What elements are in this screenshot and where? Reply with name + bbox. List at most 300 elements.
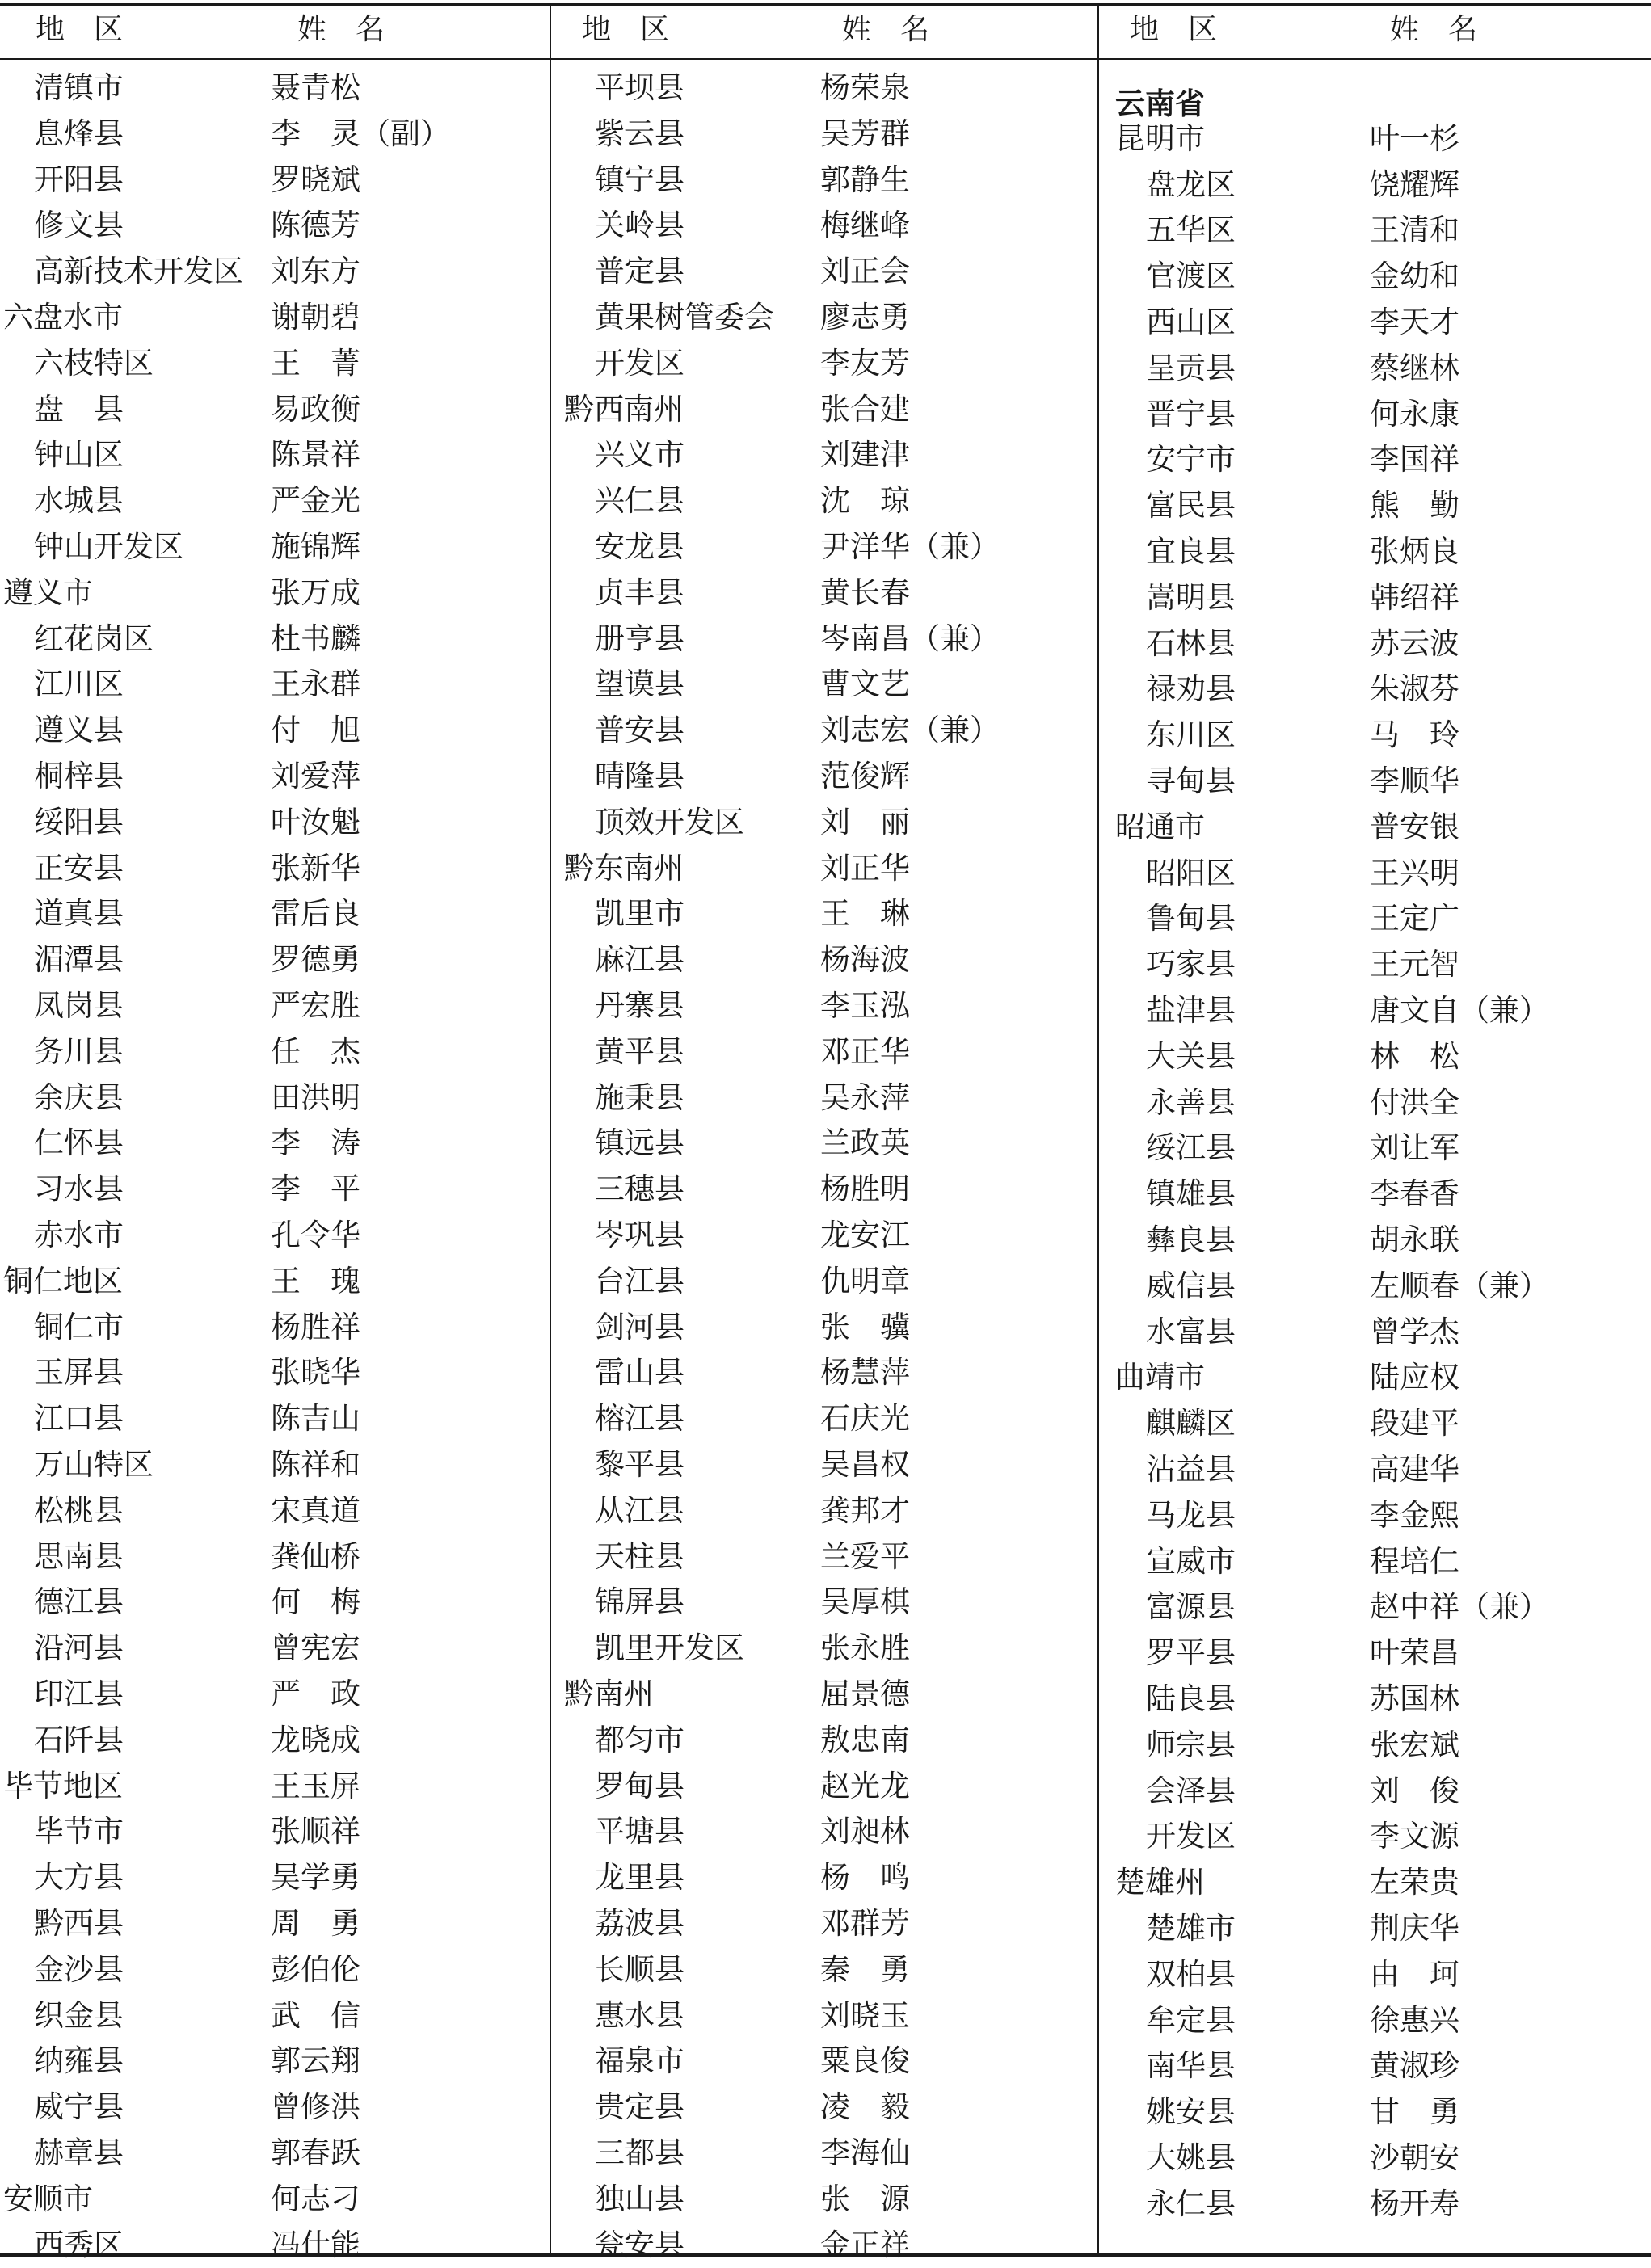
table-row: [1099, 574, 1649, 621]
table-row: [1099, 436, 1649, 482]
table-row: [1099, 1813, 1649, 1859]
region-cell: 石林县: [1146, 625, 1236, 661]
region-cell: 大方县: [34, 1860, 124, 1896]
region-cell: 毕节市: [34, 1814, 124, 1849]
name-cell: 邓群芳: [820, 1906, 910, 1941]
region-cell: 凤岗县: [34, 988, 124, 1023]
table-row: [1099, 850, 1649, 896]
table-row: [0, 1579, 550, 1625]
table-row: [1099, 758, 1649, 804]
name-cell: 金正祥: [820, 2227, 910, 2262]
name-cell: 王永群: [271, 667, 360, 702]
region-cell: 镇远县: [595, 1126, 684, 1161]
city-row: [550, 386, 1099, 432]
table-row: [0, 1212, 550, 1258]
region-cell: 昭通市: [1115, 809, 1205, 844]
table-row: [0, 1166, 550, 1212]
region-cell: 楚雄市: [1146, 1911, 1236, 1946]
table-row: [550, 524, 1099, 570]
table-row: [550, 2176, 1099, 2222]
table-row: [550, 1166, 1099, 1212]
region-cell: 普安县: [595, 713, 684, 748]
region-cell: 嵩明县: [1146, 579, 1236, 615]
name-cell: 杨海波: [820, 942, 910, 978]
name-cell: 张永胜: [820, 1631, 910, 1666]
region-cell: 金沙县: [34, 1951, 124, 1987]
region-cell: 富源县: [1146, 1589, 1236, 1625]
table-row: [550, 2222, 1099, 2268]
region-cell: 桐梓县: [34, 759, 124, 793]
name-cell: 陈景祥: [271, 437, 360, 473]
table-row: [1099, 1446, 1649, 1492]
table-row: [0, 248, 550, 294]
region-cell: 黔南州: [564, 1677, 654, 1711]
name-cell: 高建华: [1370, 1452, 1459, 1487]
name-cell: 沙朝安: [1370, 2140, 1459, 2175]
region-cell: 大关县: [1146, 1038, 1236, 1074]
table-row: [0, 111, 550, 157]
region-cell: 余庆县: [34, 1079, 124, 1115]
name-cell: 左顺春（兼）: [1370, 1268, 1549, 1303]
name-cell: 李玉泓: [820, 988, 910, 1023]
table-row: [1099, 207, 1649, 253]
region-cell: 修文县: [34, 208, 124, 243]
name-cell: 赵光龙: [820, 1768, 910, 1803]
table-row: [550, 340, 1099, 386]
table-row: [1099, 2181, 1649, 2227]
name-cell: 苏云波: [1370, 625, 1459, 661]
table-row: [550, 157, 1099, 203]
region-cell: 镇宁县: [595, 162, 684, 197]
region-cell: 务川县: [34, 1033, 124, 1069]
name-cell: 张 源: [820, 2181, 910, 2216]
region-cell: 禄劝县: [1146, 671, 1236, 707]
table-row: [550, 890, 1099, 936]
header-region: 地 区: [582, 13, 670, 46]
name-cell: 范俊辉: [820, 759, 910, 793]
region-cell: 三都县: [595, 2135, 684, 2170]
region-cell: 平坝县: [595, 70, 684, 105]
name-cell: 邓正华: [820, 1033, 910, 1069]
table-row: [0, 890, 550, 936]
table-row: [550, 983, 1099, 1029]
region-cell: 姚安县: [1146, 2094, 1236, 2130]
table-row: [0, 2130, 550, 2176]
city-row: [0, 1258, 550, 1304]
table-row: [1099, 1768, 1649, 1814]
region-cell: 黄平县: [595, 1033, 684, 1069]
name-cell: 凌 毅: [820, 2089, 910, 2125]
name-cell: 李国祥: [1370, 442, 1459, 478]
name-cell: 王兴明: [1370, 855, 1459, 890]
name-cell: 李友芳: [820, 345, 910, 381]
region-cell: 习水县: [34, 1172, 124, 1207]
region-cell: 遵义县: [34, 713, 124, 748]
name-cell: 林 松: [1370, 1038, 1459, 1074]
region-cell: 红花岗区: [34, 621, 154, 656]
table-row: [1099, 2135, 1649, 2181]
table-row: [1099, 2043, 1649, 2089]
region-cell: 万山特区: [34, 1447, 154, 1482]
name-cell: 尹洋华（兼）: [820, 529, 1000, 564]
name-cell: 张炳良: [1370, 534, 1459, 569]
name-cell: 龙安江: [820, 1218, 910, 1252]
table-row: [0, 1441, 550, 1487]
name-cell: 左荣贵: [1370, 1865, 1459, 1900]
table-row: [550, 707, 1099, 753]
region-cell: 盘龙区: [1146, 166, 1236, 202]
name-cell: 刘昶林: [820, 1814, 910, 1849]
name-cell: 张新华: [271, 850, 360, 886]
table-row: [0, 202, 550, 248]
table-row: [0, 799, 550, 845]
name-cell: 杨 鸣: [820, 1860, 910, 1896]
region-cell: 麻江县: [595, 942, 684, 978]
region-cell: 开发区: [595, 345, 684, 381]
city-row: [0, 570, 550, 616]
region-cell: 长顺县: [595, 1951, 684, 1987]
table-row: [0, 524, 550, 570]
city-row: [1099, 1354, 1649, 1400]
name-cell: 程培仁: [1370, 1543, 1459, 1579]
region-cell: 湄潭县: [34, 942, 124, 978]
region-cell: 都匀市: [595, 1722, 684, 1757]
table-row: [550, 2084, 1099, 2130]
region-cell: 丹寨县: [595, 988, 684, 1023]
region-cell: 官渡区: [1146, 259, 1236, 294]
name-cell: 叶一杉: [1370, 120, 1459, 156]
name-cell: 梅继峰: [820, 208, 910, 243]
name-cell: 施锦辉: [271, 529, 360, 564]
table-row: [0, 65, 550, 111]
table-row: [550, 661, 1099, 707]
name-cell: 普安银: [1370, 809, 1459, 844]
name-cell: 田洪明: [271, 1079, 360, 1115]
region-cell: 东川区: [1146, 717, 1236, 753]
region-cell: 思南县: [34, 1538, 124, 1574]
name-cell: 仇明章: [820, 1263, 910, 1298]
region-cell: 凯里开发区: [595, 1631, 744, 1666]
name-cell: 苏国林: [1370, 1681, 1459, 1716]
table-row: [1099, 1400, 1649, 1446]
region-cell: 遵义市: [3, 574, 93, 610]
table-row: [1099, 1951, 1649, 1997]
table-row: [550, 753, 1099, 799]
region-cell: 贵定县: [595, 2089, 684, 2125]
table-row: [1099, 1997, 1649, 2043]
region-cell: 凯里市: [595, 896, 684, 932]
table-row: [0, 1029, 550, 1075]
name-cell: 廖志勇: [820, 300, 910, 335]
table-row: [0, 1671, 550, 1717]
table-row: [0, 340, 550, 386]
city-row: [1099, 1859, 1649, 1905]
table-row: [0, 1900, 550, 1946]
name-cell: 谢朝碧: [271, 300, 360, 335]
region-cell: 台江县: [595, 1263, 684, 1298]
name-cell: 吴学勇: [271, 1860, 360, 1896]
name-cell: 聂青松: [271, 70, 360, 105]
region-cell: 石阡县: [34, 1722, 124, 1757]
name-cell: 杨胜明: [820, 1172, 910, 1207]
region-cell: 铜仁市: [34, 1309, 124, 1344]
table-row: [0, 1534, 550, 1580]
table-row: [1099, 528, 1649, 574]
region-cell: 龙里县: [595, 1860, 684, 1896]
table-row: [550, 570, 1099, 616]
name-cell: 粟良俊: [820, 2043, 910, 2079]
region-cell: 独山县: [595, 2181, 684, 2216]
region-cell: 寻甸县: [1146, 764, 1236, 798]
name-cell: 易政衡: [271, 391, 360, 427]
name-cell: 石庆光: [820, 1401, 910, 1437]
region-cell: 天柱县: [595, 1538, 684, 1574]
name-cell: 张宏斌: [1370, 1727, 1459, 1762]
table-row: [550, 1487, 1099, 1534]
name-cell: 韩绍祥: [1370, 579, 1459, 615]
region-cell: 南华县: [1146, 2048, 1236, 2084]
table-row: [0, 845, 550, 891]
region-cell: 荔波县: [595, 1906, 684, 1941]
table-row: [0, 1717, 550, 1763]
region-cell: 五华区: [1146, 212, 1236, 248]
name-cell: 付洪全: [1370, 1084, 1459, 1120]
table-row: [1099, 1584, 1649, 1630]
name-cell: 屈景德: [820, 1677, 910, 1711]
region-cell: 麒麟区: [1146, 1406, 1236, 1441]
region-cell: 六枝特区: [34, 345, 154, 381]
header-name: 姓 名: [842, 13, 930, 46]
table-row: [1099, 1722, 1649, 1768]
name-cell: 叶汝魁: [271, 804, 360, 839]
region-cell: 赫章县: [34, 2135, 124, 2170]
name-cell: 龚仙桥: [271, 1538, 360, 1574]
name-cell: 曹文艺: [820, 667, 910, 702]
region-cell: 水城县: [34, 483, 124, 519]
table-row: [1099, 1309, 1649, 1355]
region-cell: 黔西南州: [564, 391, 684, 427]
table-row: [0, 936, 550, 983]
name-cell: 吴厚棋: [820, 1584, 910, 1620]
table-row: [1099, 895, 1649, 941]
name-cell: 刘东方: [271, 254, 360, 289]
region-cell: 纳雍县: [34, 2043, 124, 2079]
name-cell: 龙晓成: [271, 1722, 360, 1757]
table-row: [0, 1487, 550, 1534]
name-cell: 雷后良: [271, 896, 360, 932]
name-cell: 陈德芳: [271, 208, 360, 243]
region-cell: 印江县: [34, 1677, 124, 1711]
name-cell: 刘让军: [1370, 1130, 1459, 1166]
region-cell: 钟山开发区: [34, 529, 183, 564]
table-row: [550, 1808, 1099, 1854]
name-cell: 吴昌权: [820, 1447, 910, 1482]
table-row: [0, 157, 550, 203]
name-cell: 郭静生: [820, 162, 910, 197]
region-cell: 高新技术开发区: [34, 254, 243, 289]
table-row: [1099, 987, 1649, 1033]
region-cell: 剑河县: [595, 1309, 684, 1344]
region-cell: 威宁县: [34, 2089, 124, 2125]
region-cell: 永善县: [1146, 1084, 1236, 1120]
table-row: [550, 936, 1099, 983]
table-row: [550, 111, 1099, 157]
region-cell: 顶效开发区: [595, 804, 744, 839]
region-cell: 富民县: [1146, 488, 1236, 524]
name-cell: 吴芳群: [820, 116, 910, 151]
name-cell: 王定广: [1370, 901, 1459, 936]
name-cell: 蔡继林: [1370, 350, 1459, 385]
name-cell: 张合建: [820, 391, 910, 427]
table-row: [1099, 1125, 1649, 1171]
region-cell: 水富县: [1146, 1314, 1236, 1349]
name-cell: 张晓华: [271, 1355, 360, 1391]
name-cell: 由 珂: [1370, 1956, 1459, 1992]
name-cell: 张顺祥: [271, 1814, 360, 1849]
table-row: [550, 1992, 1099, 2039]
header-name: 姓 名: [297, 13, 385, 46]
region-cell: 兴仁县: [595, 483, 684, 519]
table-row: [550, 1579, 1099, 1625]
table-row: [0, 616, 550, 662]
name-cell: 何 梅: [271, 1584, 360, 1620]
region-cell: 毕节地区: [3, 1768, 123, 1803]
table-row: [550, 1946, 1099, 1992]
region-cell: 晋宁县: [1146, 396, 1236, 431]
table-row: [0, 2222, 550, 2268]
name-cell: 李 平: [271, 1172, 360, 1207]
table-row: [0, 1349, 550, 1395]
region-cell: 岑巩县: [595, 1218, 684, 1252]
name-cell: 刘 丽: [820, 804, 910, 839]
table-row: [1099, 1079, 1649, 1126]
name-cell: 王 菁: [271, 345, 360, 381]
table-row: [1099, 1217, 1649, 1263]
table-row: [550, 1075, 1099, 1121]
name-cell: 刘晓玉: [820, 1997, 910, 2033]
region-cell: 黔西县: [34, 1906, 124, 1941]
region-cell: 榕江县: [595, 1401, 684, 1437]
table-row: [550, 1349, 1099, 1395]
table-row: [550, 1534, 1099, 1580]
name-cell: 陆应权: [1370, 1360, 1459, 1395]
table-row: [1099, 941, 1649, 987]
name-cell: 陈吉山: [271, 1401, 360, 1437]
region-cell: 雷山县: [595, 1355, 684, 1391]
name-cell: 宋真道: [271, 1492, 360, 1528]
region-cell: 师宗县: [1146, 1727, 1236, 1762]
table-row: [1099, 1263, 1649, 1309]
name-cell: 李文源: [1370, 1819, 1459, 1854]
table-row: [550, 799, 1099, 845]
name-cell: 金幼和: [1370, 259, 1459, 294]
table-row: [550, 1900, 1099, 1946]
table-row: [550, 1120, 1099, 1166]
name-cell: 马 玲: [1370, 717, 1459, 753]
table-row: [0, 1395, 550, 1441]
region-cell: 江口县: [34, 1401, 124, 1437]
region-cell: 巧家县: [1146, 947, 1236, 983]
table-row: [1099, 666, 1649, 712]
region-cell: 兴义市: [595, 437, 684, 473]
table-row: [0, 1808, 550, 1854]
table-row: [1099, 299, 1649, 345]
name-cell: 何永康: [1370, 396, 1459, 431]
name-cell: 唐文自（兼）: [1370, 993, 1549, 1028]
table-row: [550, 202, 1099, 248]
city-row: [0, 294, 550, 340]
table-row: [0, 1304, 550, 1350]
region-cell: 威信县: [1146, 1268, 1236, 1303]
table-row: [1099, 391, 1649, 437]
name-cell: 王 瑰: [271, 1263, 360, 1298]
region-cell: 彝良县: [1146, 1222, 1236, 1257]
table-row: [1099, 345, 1649, 391]
name-cell: 段建平: [1370, 1406, 1459, 1441]
table-row: [1099, 162, 1649, 208]
region-cell: 黎平县: [595, 1447, 684, 1482]
region-cell: 永仁县: [1146, 2186, 1236, 2221]
name-cell: 罗德勇: [271, 942, 360, 978]
region-cell: 松桃县: [34, 1492, 124, 1528]
table-row: [0, 1946, 550, 1992]
name-cell: 刘正华: [820, 850, 910, 886]
table-row: [0, 478, 550, 524]
table-row: [1099, 1630, 1649, 1676]
region-cell: 牟定县: [1146, 2002, 1236, 2038]
table-row: [1099, 621, 1649, 667]
name-cell: 冯仕能: [271, 2227, 360, 2262]
region-cell: 平塘县: [595, 1814, 684, 1849]
name-cell: 秦 勇: [820, 1951, 910, 1987]
table-row: [0, 1992, 550, 2039]
region-cell: 织金县: [34, 1997, 124, 2033]
header-region: 地 区: [1130, 13, 1218, 46]
region-cell: 清镇市: [34, 70, 124, 105]
table-row: [550, 1717, 1099, 1763]
name-cell: 胡永联: [1370, 1222, 1459, 1257]
table-row: [550, 1304, 1099, 1350]
table-row: [0, 1625, 550, 1671]
name-cell: 郭春跃: [271, 2135, 360, 2170]
name-cell: 吴永萍: [820, 1079, 910, 1115]
region-cell: 陆良县: [1146, 1681, 1236, 1716]
table-row: [550, 1029, 1099, 1075]
header-region: 地 区: [36, 13, 124, 46]
header-name: 姓 名: [1390, 13, 1478, 46]
region-cell: 沾益县: [1146, 1452, 1236, 1487]
region-cell: 德江县: [34, 1584, 124, 1620]
table-row: [550, 65, 1099, 111]
table-row: [550, 478, 1099, 524]
region-cell: 盘 县: [34, 391, 124, 427]
table-row: [550, 294, 1099, 340]
table-row: [0, 2084, 550, 2130]
city-row: [0, 2176, 550, 2222]
region-cell: 紫云县: [595, 116, 684, 151]
region-cell: 开阳县: [34, 162, 124, 197]
table-row: [0, 661, 550, 707]
name-cell: 岑南昌（兼）: [820, 621, 1000, 656]
region-cell: 息烽县: [34, 116, 124, 151]
table-row: [0, 431, 550, 478]
name-cell: 杜书麟: [271, 621, 360, 656]
city-row: [550, 1671, 1099, 1717]
region-cell: 宣威市: [1146, 1543, 1236, 1579]
name-cell: 彭伯伦: [271, 1951, 360, 1987]
name-cell: 王玉屏: [271, 1768, 360, 1803]
region-cell: 施秉县: [595, 1079, 684, 1115]
